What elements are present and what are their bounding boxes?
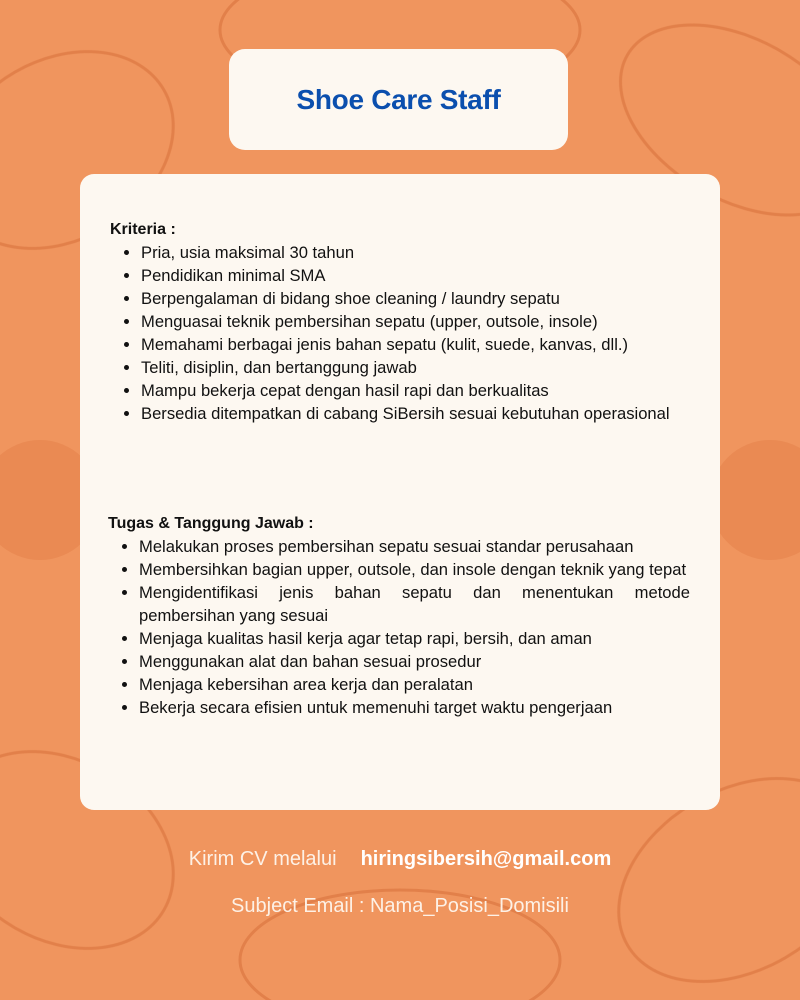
- responsibilities-heading: Tugas & Tanggung Jawab :: [108, 515, 314, 532]
- title-box: [229, 49, 568, 150]
- job-details-card: [80, 174, 720, 810]
- list-item: • Membersihkan bagian upper, outsole, dan insole dengan teknik yang tepat: [139, 558, 690, 581]
- criteria-list: [110, 241, 690, 425]
- list-item: • Bekerja secara efisien untuk memenuhi target waktu pengerjaan: [139, 696, 690, 719]
- list-item: • Pendidikan minimal SMA: [141, 264, 690, 287]
- criteria-section: [110, 218, 690, 425]
- job-title: Shoe Care Staff: [296, 83, 501, 115]
- list-item: • Melakukan proses pembersihan sepatu sesuai standar perusahaan: [139, 535, 690, 558]
- list-item: • Menggunakan alat dan bahan sesuai prosedur: [139, 650, 690, 673]
- list-item: • Menjaga kebersihan area kerja dan peralatan: [139, 673, 690, 696]
- list-item: • Mengidentifikasi jenis bahan sepatu dan menentukan metode pembersihan yang sesuai: [139, 581, 690, 627]
- list-item: • Menjaga kualitas hasil kerja agar tetap rapi, bersih, dan aman: [139, 627, 690, 650]
- send-cv-label: Kirim CV melalui: [188, 848, 337, 870]
- list-item: • Teliti, disiplin, dan bertanggung jawab: [141, 356, 690, 379]
- criteria-heading: Kriteria :: [110, 221, 176, 238]
- list-item: • Bersedia ditempatkan di cabang SiBersih sesuai kebutuhan operasional: [141, 402, 690, 425]
- list-item: • Mampu bekerja cepat dengan hasil rapi dan berkualitas: [141, 379, 690, 402]
- email-subject-format: Subject Email : Nama_Posisi_Domisili: [231, 895, 569, 917]
- send-cv-line: [0, 848, 800, 871]
- list-item: • Pria, usia maksimal 30 tahun: [141, 241, 690, 264]
- list-item: • Menguasai teknik pembersihan sepatu (upper, outsole, insole): [141, 310, 690, 333]
- list-item: • Berpengalaman di bidang shoe cleaning / laundry sepatu: [141, 287, 690, 310]
- responsibilities-list: [108, 535, 690, 719]
- contact-email[interactable]: hiringsibersih@gmail.com: [360, 848, 612, 870]
- responsibilities-section: [108, 512, 690, 719]
- list-item: • Memahami berbagai jenis bahan sepatu (kulit, suede, kanvas, dll.): [141, 333, 690, 356]
